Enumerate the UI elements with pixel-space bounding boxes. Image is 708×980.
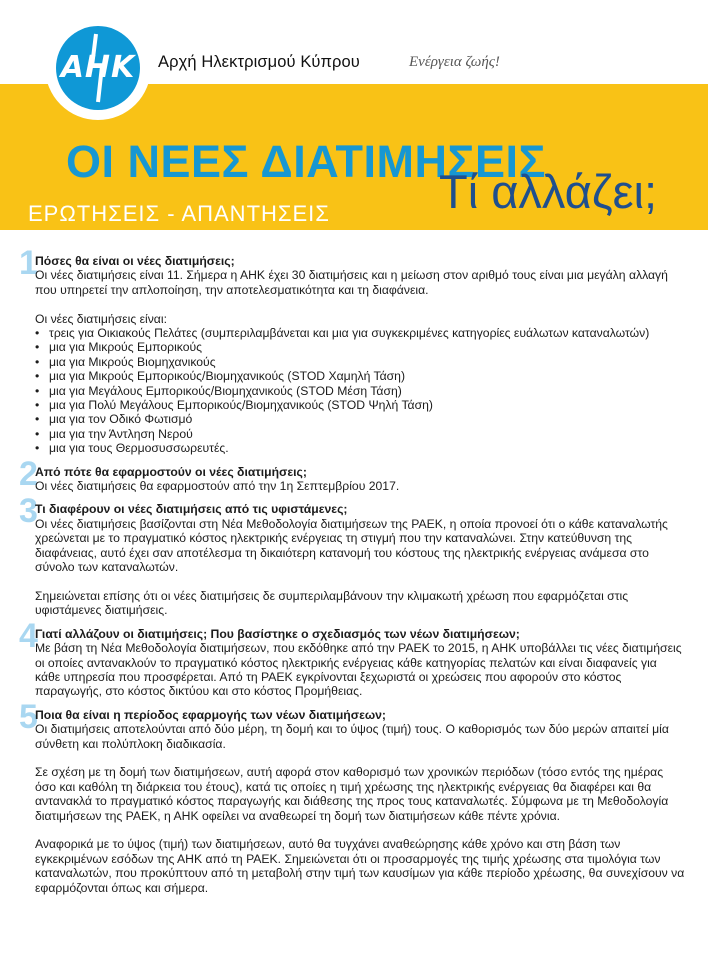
- question-heading: Από πότε θα εφαρμοστούν οι νέες διατιμήσεις;: [35, 464, 307, 479]
- answer-paragraph: Αναφορικά με το ύψος (τιμή) των διατιμήσεων, αυτό θα τυγχάνει αναθεώρησης κάθε χρόνο και στη βάση των εγκεκριμένων εσόδων της ΑΗΚ από τη ΡΑΕΚ. Σημειώνεται ότι οι προσαρμογές της τιμής χρέωσης στα τιμολόγια των καταναλωτών, που προκύπτουν από τη μεταβολή στην τιμή των καυσίμων για κάθε περίοδο χρέωσης, θα συνεχίσουν να εφαρμόζονται όπως και σήμερα.: [35, 837, 685, 895]
- question-number: 4: [19, 616, 38, 655]
- list-item: • μια για Μικρούς Εμπορικούς/Βιομηχανικούς (STOD Χαμηλή Τάση): [35, 369, 685, 383]
- qa-item-4: [19, 616, 685, 699]
- ahk-logo: [56, 26, 140, 110]
- page-subtitle: ΕΡΩΤΗΣΕΙΣ - ΑΠΑΝΤΗΣΕΙΣ: [28, 201, 330, 226]
- question-number: 2: [19, 454, 38, 493]
- answer-paragraph: Οι διατιμήσεις αποτελούνται από δύο μέρη, τη δομή και το ύψος (τιμή) τους. Ο καθορισμός των δύο μερών απαιτεί μία σύνθετη και πολύπλοκη διαδικασία.: [35, 722, 669, 751]
- answer-paragraph: Με βάση τη Νέα Μεθοδολογία διατιμήσεων, που εκδόθηκε από την ΡΑΕΚ το 2015, η ΑΗΚ υποβάλλει τις νέες διατιμήσεις οι οποίες αντανακλούν το πραγματικό κόστος ηλεκτρικής ενέργειας κάθε κατηγορίας πελατών και είναι διαφανείς για κάθε υπηρεσία που προσφέρεται. Από τη ΡΑΕΚ εγκρίνονται ξεχωριστά οι χρεώσεις που αφορούν στο κόστος παραγωγής, στο κόστος δικτύου και στο κόστος Προμήθειας.: [35, 641, 682, 699]
- question-number: 1: [19, 244, 38, 282]
- qa-content: [19, 244, 685, 895]
- question-number: 5: [19, 697, 38, 736]
- list-item: • μια για Μικρούς Βιομηχανικούς: [35, 355, 685, 369]
- qa-item-3: [19, 492, 685, 618]
- question-heading: Ποια θα είναι η περίοδος εφαρμογής των νέων διατιμήσεων;: [35, 707, 386, 722]
- slogan: Ενέργεια ζωής!: [409, 54, 500, 70]
- tariff-list: [35, 326, 685, 456]
- qa-item-2: [19, 454, 685, 494]
- answer-paragraph: Οι νέες διατιμήσεις θα εφαρμοστούν από την 1η Σεπτεμβρίου 2017.: [35, 479, 400, 494]
- page-title: ΟΙ ΝΕΕΣ ΔΙΑΤΙΜΗΣΕΙΣ: [66, 136, 546, 187]
- answer-paragraph: Σημειώνεται επίσης ότι οι νέες διατιμήσεις δε συμπεριλαμβάνουν την κλιμακωτή χρέωση που εφαρμόζεται στις υφιστάμενες διατιμήσεις.: [35, 588, 629, 618]
- headline-question: Τί αλλάζει;: [439, 165, 658, 218]
- list-item: • μια για τον Οδικό Φωτισμό: [35, 412, 685, 426]
- question-heading: Πόσες θα είναι οι νέες διατιμήσεις;: [35, 254, 235, 268]
- question-number: 3: [19, 492, 38, 531]
- list-item: • μια για Μικρούς Εμπορικούς: [35, 340, 685, 354]
- answer-paragraph: Οι νέες διατιμήσεις είναι 11. Σήμερα η ΑΗΚ έχει 30 διατιμήσεις και η μείωση στον αριθμό τους είναι μια μεγάλη αλλαγή που υπηρετεί την απλοποίηση, την αποτελεσματικότητα και τη διαφάνεια.: [35, 268, 668, 297]
- list-item: • τρεις για Οικιακούς Πελάτες (συμπεριλαμβάνεται και μια για συγκεκριμένες κατηγορίες ευάλωτων καταναλωτών): [35, 326, 685, 340]
- answer-paragraph: Οι νέες διατιμήσεις είναι:: [35, 311, 167, 326]
- answer-paragraph: Οι νέες διατιμήσεις βασίζονται στη Νέα Μεθοδολογία διατιμήσεων της ΡΑΕΚ, η οποία προνοεί ότι ο κάθε καταναλωτής χρεώνεται με το πραγματικό κόστος ηλεκτρικής ενέργειας τη στιγμή που την καταναλώνει. Στην κατεύθυνση της διαφάνειας, αυτό έχει σαν αποτέλεσμα τη δικαιότερη κατανομή του κόστους της ηλεκτρικής ενέργειας ανάμεσα στο σύνολο των καταναλωτών.: [35, 516, 668, 575]
- question-heading: Τι διαφέρουν οι νέες διατιμήσεις από τις υφιστάμενες;: [35, 502, 348, 517]
- list-item: • μια για Μεγάλους Εμπορικούς/Βιομηχανικούς (STOD Μέση Τάση): [35, 384, 685, 398]
- answer-paragraph: Σε σχέση με τη δομή των διατιμήσεων, αυτή αφορά στον καθορισμό των χρονικών περιόδων (τόσο εντός της ημέρας όσο και καθόλη τη διάρκεια του έτους), κατά τις οποίες η τιμή χρέωσης της ηλεκτρικής ενέργειας θα διαφέρει και θα αντανακλά το πραγματικό κόστος παραγωγής και διάθεσης της προς τους καταναλωτές. Σύμφωνα με τη Μεθοδολογία διατιμήσεων της ΡΑΕΚ, η ΑΗΚ οφείλει να αναθεωρεί τη δομή των διατιμήσεων κάθε πέντε χρόνια.: [35, 765, 669, 823]
- list-item: • μια για Πολύ Μεγάλους Εμπορικούς/Βιομηχανικούς (STOD Ψηλή Τάση): [35, 398, 685, 412]
- list-item: • μια για τους Θερμοσυσσωρευτές.: [35, 441, 685, 455]
- list-item: • μια για την Άντληση Νερού: [35, 427, 685, 441]
- qa-item-1: [19, 244, 685, 456]
- qa-item-5: [19, 697, 685, 895]
- question-heading: Γιατί αλλάζουν οι διατιμήσεις; Που βασίστηκε ο σχεδιασμός των νέων διατιμήσεων;: [35, 626, 520, 641]
- organization-name: Αρχή Ηλεκτρισμού Κύπρου: [158, 53, 360, 71]
- logo-text: ΑΗΚ: [60, 50, 136, 85]
